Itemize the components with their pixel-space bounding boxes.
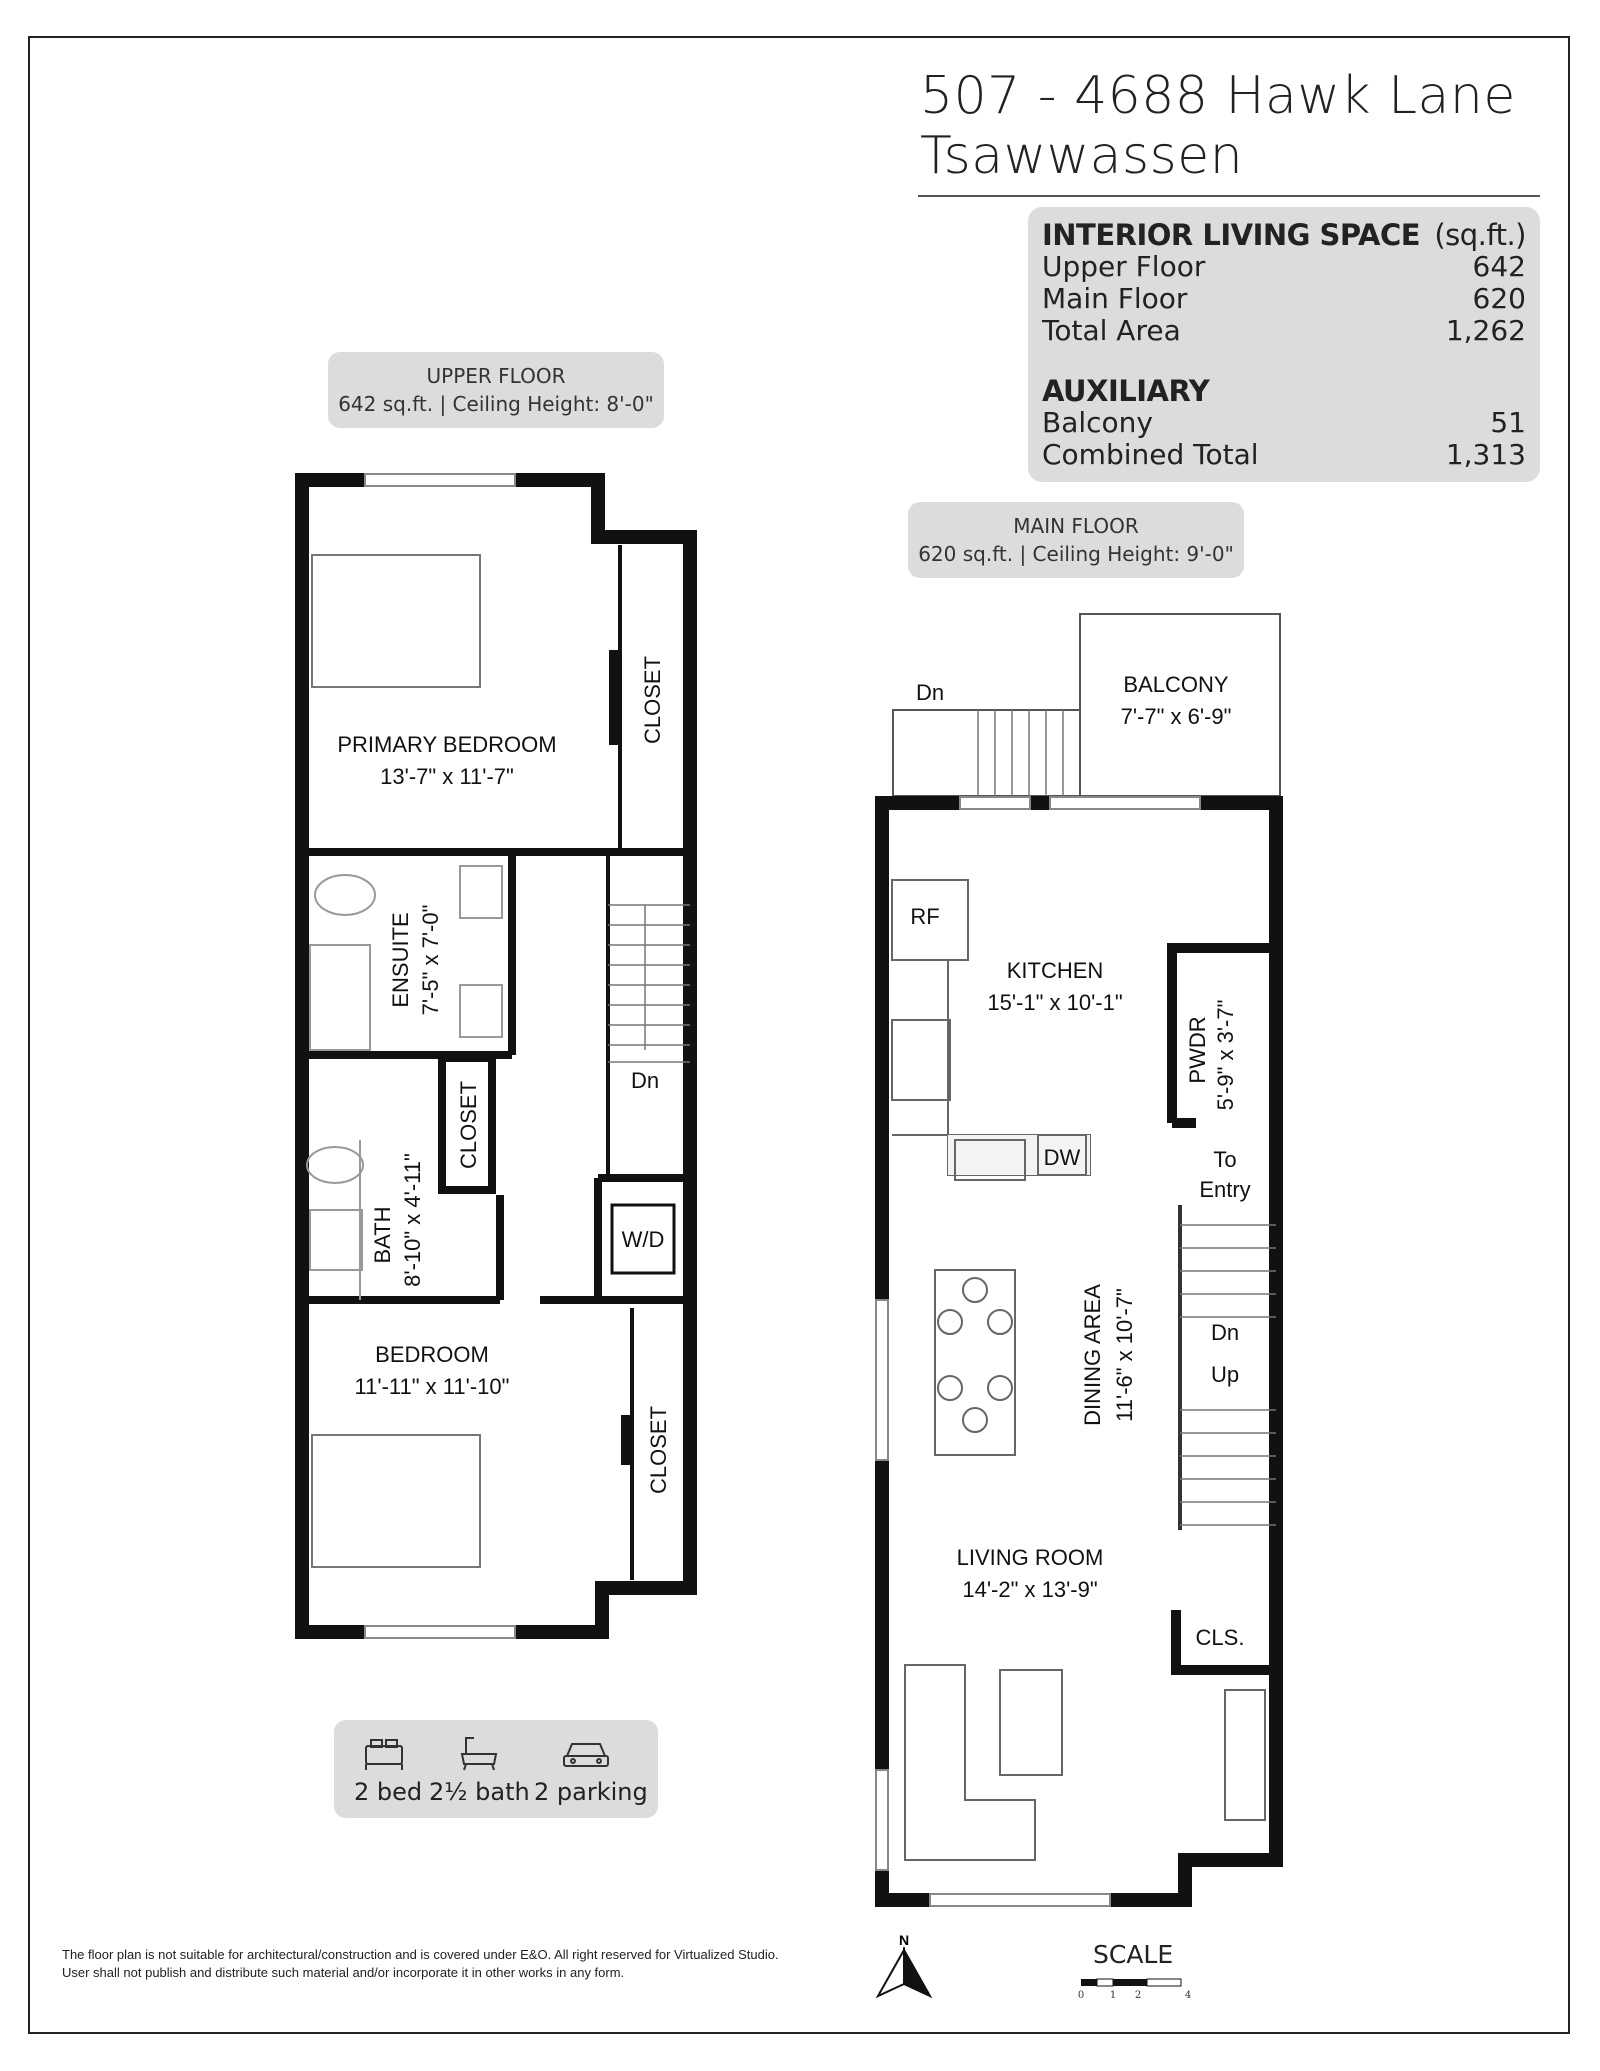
bathtub-icon: [462, 1738, 496, 1770]
coffee-table: [1000, 1670, 1062, 1775]
upper-floor-title: UPPER FLOOR: [426, 364, 566, 388]
address-line-1: 507 - 4688 Hawk Lane: [920, 66, 1516, 126]
area-row-value: 1,262: [1445, 314, 1526, 347]
features-icons: [334, 1726, 658, 1776]
area-row-value: 642: [1472, 250, 1526, 283]
stairs-dn-upper: Dn: [630, 1068, 660, 1093]
room-dims-pwdr: 5'-9" x 3'-7": [1213, 999, 1238, 1111]
room-dims-living: 14'-2" x 13'-9": [962, 1577, 1098, 1602]
balcony-dn: Dn: [915, 680, 945, 705]
room-dims-kitchen: 15'-1" x 10'-1": [987, 990, 1123, 1015]
bed-icon: [366, 1740, 402, 1770]
room-name-closet-bedroom: CLOSET: [646, 1405, 671, 1495]
upper-floor-plan: [302, 474, 690, 1638]
bed: [312, 555, 480, 687]
sink: [460, 866, 502, 918]
main-floor-title: MAIN FLOOR: [1013, 514, 1139, 538]
room-name-cls: CLS.: [1195, 1625, 1245, 1650]
sink: [310, 1210, 362, 1270]
stove: [892, 1020, 950, 1100]
upper-floor-details: 642 sq.ft. | Ceiling Height: 8'-0": [338, 392, 654, 416]
dining-table: [935, 1270, 1015, 1455]
area-row-label: Main Floor: [1042, 282, 1188, 315]
scale-tick: 0: [1077, 1990, 1085, 2001]
upper-stairs: [608, 905, 690, 1062]
scale-bar: [1078, 1979, 1191, 2001]
area-row-label: Total Area: [1042, 314, 1181, 347]
interior-heading: INTERIOR LIVING SPACE: [1042, 218, 1421, 252]
to-entry-line-2: Entry: [1199, 1177, 1251, 1202]
feature-bed-label: 2 bed: [354, 1778, 423, 1806]
room-dims-dining: 11'-6" x 10'-7": [1112, 1288, 1137, 1422]
room-name-living: LIVING ROOM: [956, 1545, 1104, 1570]
shower: [310, 945, 370, 1050]
balcony-stair-landing: [893, 710, 1080, 796]
dining-chairs: [938, 1278, 1012, 1432]
counter: [892, 960, 948, 1135]
window: [930, 1894, 1110, 1906]
room-dims-balcony: 7'-7" x 6'-9": [1120, 704, 1232, 729]
scale-label: SCALE: [1093, 1940, 1174, 1969]
bed: [312, 1435, 480, 1567]
sofa: [905, 1665, 1035, 1860]
room-name-closet-primary: CLOSET: [640, 655, 665, 745]
room-name-balcony: BALCONY: [1123, 672, 1229, 697]
room-name-pwdr: PWDR: [1185, 1016, 1210, 1084]
room-name-dining: DINING AREA: [1080, 1284, 1105, 1426]
disclaimer-text: The floor plan is not suitable for architectural/construction and is covered under E&O. All right reserved for Virtualized Studio. User shall not publish and distribute such material and/or incorporate it in other works in any form.: [62, 1947, 779, 1980]
sink: [460, 985, 502, 1037]
car-icon: [564, 1744, 608, 1766]
scale-tick: 1: [1109, 1990, 1117, 2001]
room-name-primary-bedroom: PRIMARY BEDROOM: [337, 732, 557, 757]
balcony-stairs: [978, 710, 1063, 796]
room-name-rf: RF: [910, 904, 940, 929]
features-box: [334, 1720, 658, 1818]
stairs-up-main: Up: [1210, 1362, 1240, 1387]
window: [876, 1300, 888, 1460]
area-row-value: 620: [1472, 282, 1526, 315]
main-floor-details: 620 sq.ft. | Ceiling Height: 9'-0": [918, 542, 1234, 566]
window: [1050, 797, 1200, 809]
room-dims-ensuite: 7'-5" x 7'-0": [418, 904, 443, 1016]
main-floor-plan: [876, 614, 1280, 1906]
window: [365, 1626, 515, 1638]
feature-bath-label: 2½ bath: [429, 1778, 530, 1806]
toilet: [315, 875, 375, 915]
auxiliary-heading: AUXILIARY: [1042, 374, 1210, 408]
room-dims-primary-bedroom: 13'-7" x 11'-7": [380, 764, 514, 789]
north-arrow-icon: [878, 1932, 930, 1996]
aux-row-value: 51: [1490, 406, 1526, 439]
scale-tick: 4: [1184, 1990, 1192, 2001]
toilet: [307, 1147, 363, 1183]
address-line-2: Tsawwassen: [920, 126, 1244, 186]
unit-label: (sq.ft.): [1434, 218, 1526, 252]
feature-parking-label: 2 parking: [534, 1778, 648, 1806]
room-name-ensuite: ENSUITE: [388, 912, 413, 1008]
room-name-closet-hall: CLOSET: [456, 1080, 481, 1170]
aux-row-label: Combined Total: [1042, 438, 1259, 471]
room-name-bath: BATH: [370, 1206, 395, 1264]
compass-label: N: [898, 1932, 910, 1948]
aux-row-label: Balcony: [1042, 406, 1153, 439]
tv-console: [1225, 1690, 1265, 1820]
to-entry-line-1: To: [1213, 1147, 1237, 1172]
stairs-dn-main: Dn: [1210, 1320, 1240, 1345]
room-dims-bedroom: 11'-11" x 11'-10": [354, 1374, 510, 1399]
room-dims-bath: 8'-10" x 4'-11": [400, 1153, 425, 1287]
room-name-wd: W/D: [621, 1227, 665, 1252]
window: [876, 1770, 888, 1870]
room-name-bedroom: BEDROOM: [375, 1342, 489, 1367]
room-name-kitchen: KITCHEN: [1006, 958, 1104, 983]
room-name-dw: DW: [1043, 1145, 1081, 1170]
window: [960, 797, 1030, 809]
aux-row-value: 1,313: [1445, 438, 1526, 471]
area-row-label: Upper Floor: [1042, 250, 1206, 283]
scale-tick: 2: [1134, 1990, 1142, 2001]
window: [365, 474, 515, 486]
